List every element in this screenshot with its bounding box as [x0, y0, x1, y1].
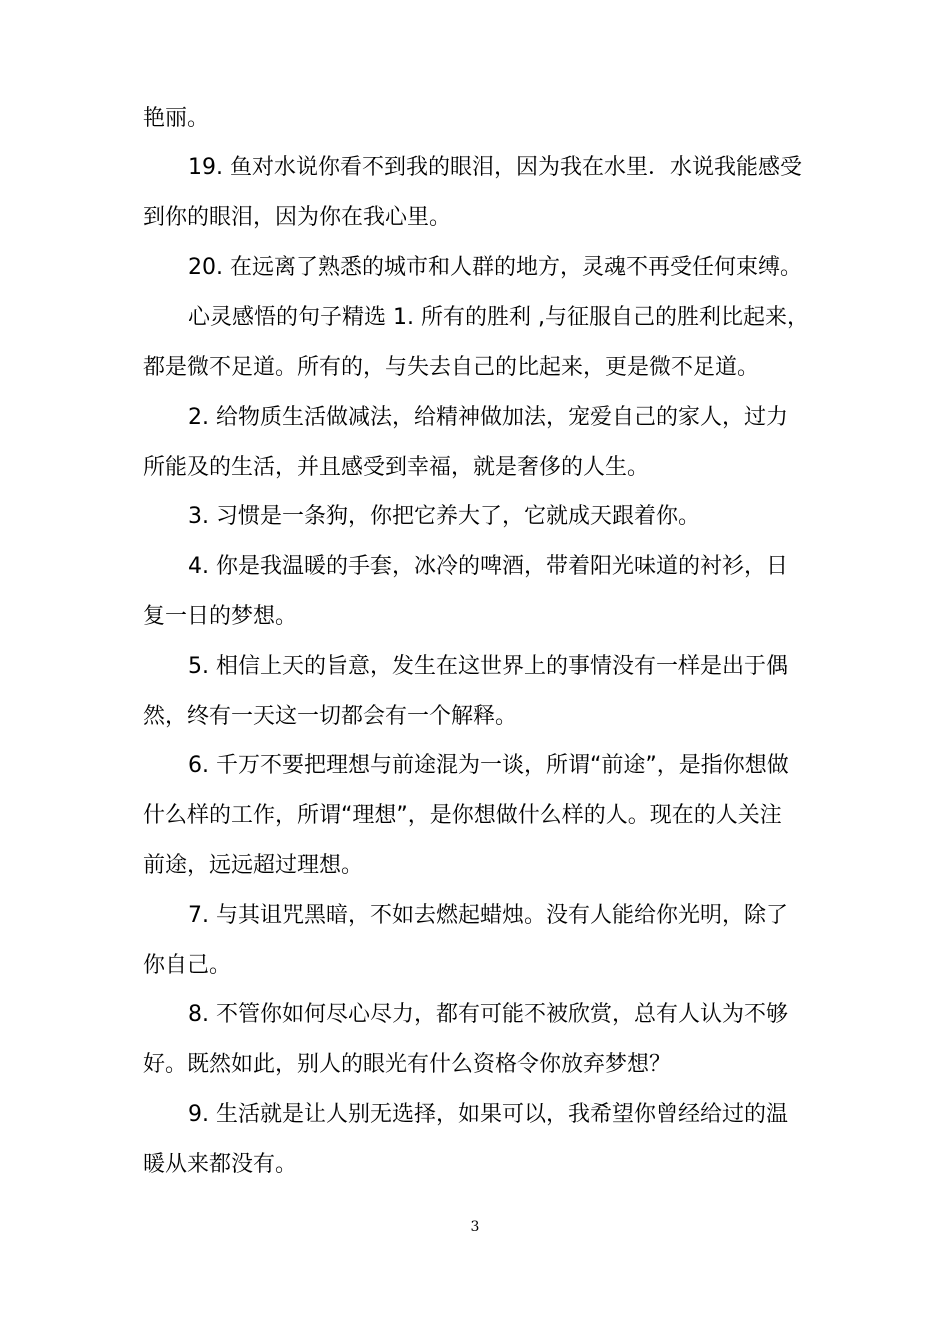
- text-line: 你自己。: [143, 953, 232, 978]
- page-number: 3: [470, 1219, 480, 1235]
- text-line: 然，终有一天这一切都会有一个解释。: [143, 704, 518, 729]
- text-line: 7. 与其诅咒黑暗，不如去燃起蜡烛。没有人能给你光明，除了: [188, 903, 788, 928]
- text-line: 9. 生活就是让人别无选择，如果可以，我希望你曾经给过的温: [188, 1102, 788, 1127]
- text-line: 好。既然如此，别人的眼光有什么资格令你放弃梦想？: [143, 1052, 672, 1077]
- text-line: 6. 千万不要把理想与前途混为一谈，所谓“前途”，是指你想做: [188, 753, 789, 778]
- text-line: 都是微不足道。所有的，与失去自己的比起来，更是微不足道。: [143, 355, 760, 380]
- text-line: 前途，远远超过理想。: [143, 853, 364, 878]
- text-line: 暖从来都没有。: [143, 1152, 298, 1177]
- text-line: 19. 鱼对水说你看不到我的眼泪，因为我在水里．水说我能感受: [188, 155, 802, 180]
- text-line: 20. 在远离了熟悉的城市和人群的地方，灵魂不再受任何束缚。: [188, 255, 802, 280]
- text-line: 心灵感悟的句子精选 1. 所有的胜利 ,与征服自己的胜利比起来，: [188, 305, 809, 330]
- text-line: 复一日的梦想。: [143, 604, 298, 629]
- text-line: 4. 你是我温暖的手套，冰冷的啤酒，带着阳光味道的衬衫，日: [188, 554, 788, 579]
- text-line: 5. 相信上天的旨意，发生在这世界上的事情没有一样是出于偶: [188, 654, 788, 679]
- text-line: 什么样的工作，所谓“理想”，是你想做什么样的人。现在的人关注: [143, 803, 782, 828]
- text-line: 到你的眼泪，因为你在我心里。: [143, 205, 452, 230]
- text-line: 艳丽。: [143, 106, 210, 131]
- text-line: 3. 习惯是一条狗，你把它养大了，它就成天跟着你。: [188, 504, 700, 529]
- text-line: 8. 不管你如何尽心尽力，都有可能不被欣赏，总有人认为不够: [188, 1002, 788, 1027]
- text-line: 2. 给物质生活做减法，给精神做加法，宠爱自己的家人，过力: [188, 405, 788, 430]
- text-line: 所能及的生活，并且感受到幸福，就是奢侈的人生。: [143, 455, 650, 480]
